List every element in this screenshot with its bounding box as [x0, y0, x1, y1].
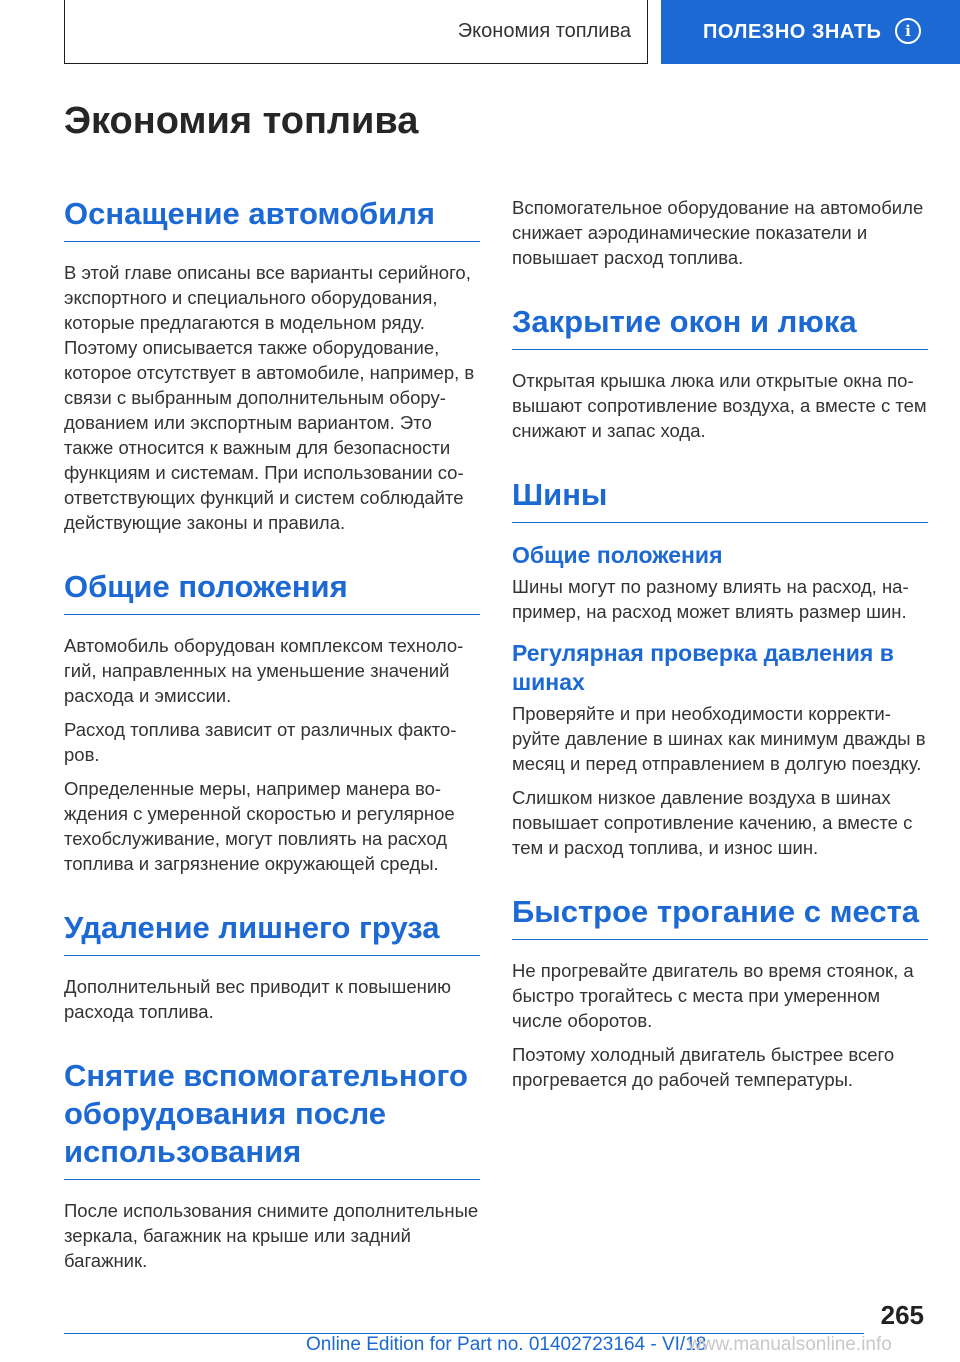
left-column: [64, 195, 480, 1282]
paragraph: Проверяйте и при необходимости корректируйте давление в шинах как минимум дважды в месяц и перед отправлением в долгую поездку.: [512, 703, 926, 774]
paragraph: Шины могут по разному влиять на расход, например, на расход может влиять размер шин.: [512, 576, 909, 622]
info-icon[interactable]: i: [895, 18, 921, 44]
paragraph: Дополнительный вес приводит к повышению расхода топлива.: [64, 976, 452, 1022]
paragraph: Открытая крышка люка или открытые окна повышают сопротивление воздуха, а вместе с тем снижают и запас хода.: [512, 370, 927, 441]
heading-general: Общие положения: [64, 568, 480, 615]
paragraph: Расход топлива зависит от различных факторов.: [64, 719, 457, 765]
heading-equipment: Оснащение автомобиля: [64, 195, 480, 242]
paragraph: Не прогревайте двигатель во время стоянок, а быстро трогайтесь с места при умеренном числе оборотов.: [512, 960, 914, 1031]
paragraph: Вспомогательное оборудование на автомобиле снижает аэродинамические показатели и повышает расход топлива.: [512, 197, 924, 268]
watermark: www.manualsonline.info: [688, 1334, 892, 1355]
heading-remove-accessories: Снятие вспомогательного оборудования после использования: [64, 1057, 480, 1180]
edition-label: Online Edition for Part no. 01402723164 - VI/18: [306, 1334, 707, 1355]
heading-windows: Закрытие окон и люка: [512, 303, 928, 350]
paragraph: Определенные меры, например манера вождения с умеренной скоростью и регулярное техобслуживание, могут повлиять на расход топлива и загрязнение окружающей среды.: [64, 778, 455, 874]
header-section-title: Экономия топлива: [457, 20, 631, 42]
header-badge[interactable]: [661, 0, 960, 64]
paragraph: Слишком низкое давление воздуха в шинах повышает сопротивление качению, а вместе с тем и расход топлива, и износ шин.: [512, 787, 913, 858]
heading-quick-start: Быстрое трогание с места: [512, 893, 928, 940]
subheading-tire-pressure: Регулярная проверка давления в шинах: [512, 640, 894, 695]
header-section-box: [64, 0, 648, 64]
page-title: Экономия топлива: [64, 100, 419, 142]
subheading-tires-general: Общие положения: [512, 542, 723, 568]
page-number: 265: [880, 1300, 924, 1330]
heading-remove-load: Удаление лишнего груза: [64, 909, 480, 956]
heading-tires: Шины: [512, 476, 928, 523]
right-column: [512, 195, 928, 1101]
header-badge-label: ПОЛЕЗНО ЗНАТЬ: [703, 20, 882, 43]
paragraph: После использования снимите дополнительные зеркала, багажник на крыше или задний багажник.: [64, 1200, 479, 1271]
paragraph: Автомобиль оборудован комплексом технологий, направленных на уменьшение значений расхода и эмиссии.: [64, 635, 464, 706]
paragraph: В этой главе описаны все варианты серийного, экспортного и специального оборудования, которые предлагаются в модельном ряду. Поэтому описывается также оборудование, которое отсутствует в автомобиле, например, в связи с выбранным дополнительным оборудованием или экспортным вариантом. Это также относится к важным для безопасности функциям и системам. При использовании соответствующих функций и систем соблюдайте действующие законы и правила.: [64, 262, 475, 533]
paragraph: Поэтому холодный двигатель быстрее всего прогревается до рабочей температуры.: [512, 1044, 895, 1090]
